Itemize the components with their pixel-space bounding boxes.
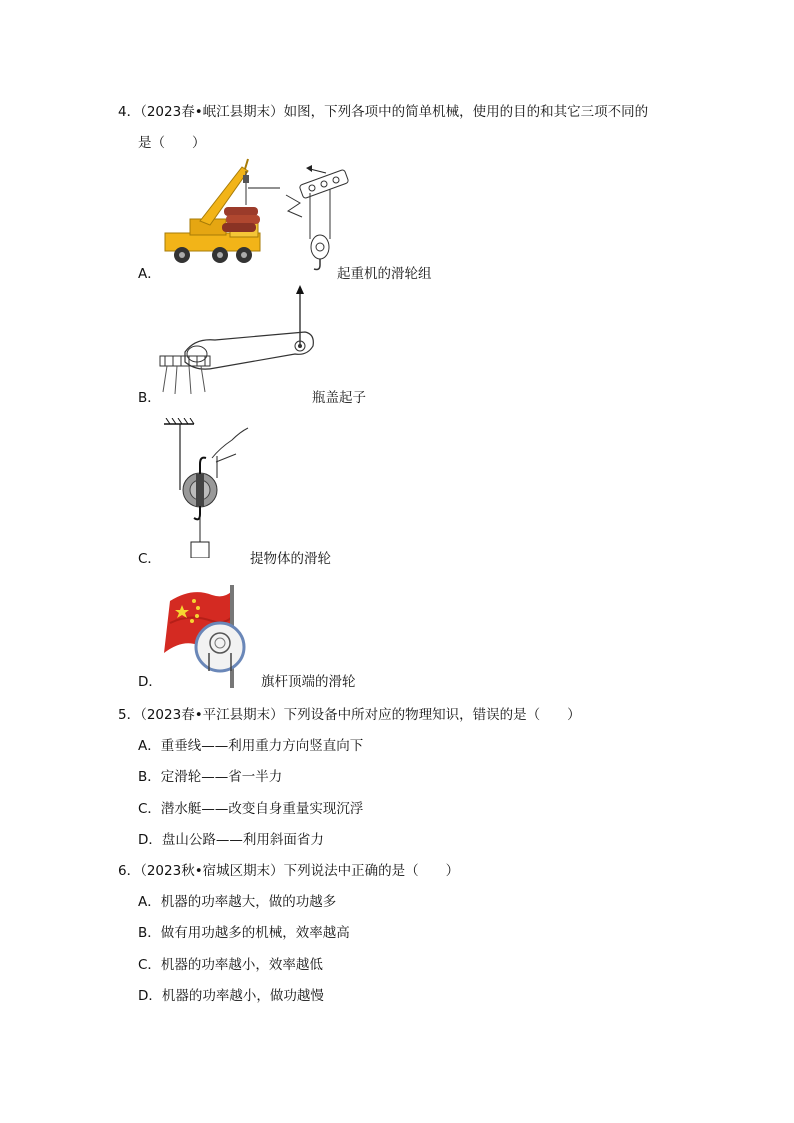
q4-option-a-letter: A． [138, 266, 161, 282]
flagpole-pulley-illustration [162, 583, 262, 688]
q4-option-d-letter: D． [138, 674, 162, 690]
q4-stem-line2: 是（ ） [138, 135, 206, 151]
q4-option-b-caption: 瓶盖起子 [312, 390, 366, 406]
q4-stem-line1: 4．（2023春•岷江县期末）如图，下列各项中的简单机械，使用的目的和其它三项不同的 [118, 104, 649, 120]
q6-option-a: A．机器的功率越大，做的功越多 [138, 894, 337, 910]
bottle-opener-illustration [155, 282, 325, 407]
q4-option-a-caption: 起重机的滑轮组 [337, 266, 432, 282]
q5-option-c: C．潜水艇——改变自身重量实现沉浮 [138, 801, 364, 817]
q5-stem: 5．（2023春•平江县期末）下列设备中所对应的物理知识，错误的是（ ） [118, 707, 581, 723]
q5-option-a: A．重垂线——利用重力方向竖直向下 [138, 738, 364, 754]
pulley-weight-illustration [160, 418, 260, 558]
q5-option-d: D．盘山公路——利用斜面省力 [138, 832, 324, 848]
q6-option-c: C．机器的功率越小，效率越低 [138, 957, 323, 973]
q6-option-d: D．机器的功率越小，做功越慢 [138, 988, 324, 1004]
q4-option-c-letter: C． [138, 551, 161, 567]
q4-option-d-caption: 旗杆顶端的滑轮 [261, 674, 356, 690]
q6-option-b: B．做有用功越多的机械，效率越高 [138, 925, 350, 941]
q4-option-b-letter: B． [138, 390, 161, 406]
q6-stem: 6．（2023秋•宿城区期末）下列说法中正确的是（ ） [118, 863, 460, 879]
q5-option-b: B．定滑轮——省一半力 [138, 769, 283, 785]
q4-option-c-caption: 提物体的滑轮 [250, 551, 331, 567]
crane-pulley-illustration [160, 155, 370, 275]
